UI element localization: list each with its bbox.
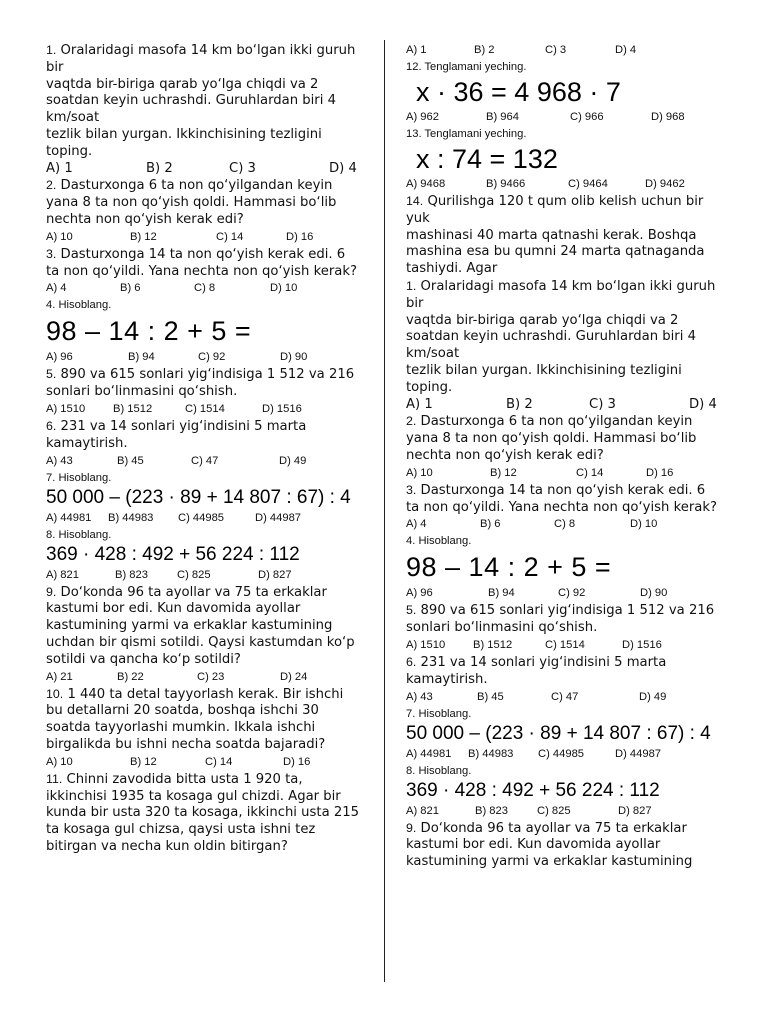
question-10-text: 1 440 ta detal tayyorlash kerak. Bir ishchi bu detallarni 20 soatda, boshqa ishchi 30 soatda tayyorlashi mumkin. Ikkala ishchi birgalikda bu ishni necha soatda bajaradi? [46, 686, 344, 752]
option-c: C) 14 [216, 230, 244, 243]
option-c: C) 3 [589, 396, 616, 412]
option-b: B) 45 [117, 454, 144, 467]
question-10: 10. 1 440 ta detal tayyorlash kerak. Bir ishchi bu detallarni 20 soatda, boshqa ishchi 30 soatda tayyorlashi mumkin. Ikkala ishchi birgalikda bu ishni necha soatda bajaradi? [46, 686, 344, 752]
left-column [46, 42, 364, 856]
question-12-equation: x · 36 = 4 968 · 7 [416, 77, 621, 107]
option-b: B) 1512 [473, 638, 513, 651]
question-14: 14. Qurilishga 120 t qum olib kelish uchun bir yuk mashinasi 40 marta qatnashi kerak. Boshqa mashina esa bu qumni 24 marta qatnaganda tashiydi. Agar [406, 194, 705, 277]
question-11-options [406, 42, 724, 59]
option-d: D) 4 [329, 160, 357, 176]
question-3-text: Dasturxonga 14 ta non qo‘yish kerak edi. 6 ta non qo‘yildi. Yana nechta non qo‘yish kerak? [46, 246, 357, 279]
option-a: A) 44981 [46, 511, 92, 524]
question-4-repeat-options [406, 585, 724, 602]
option-b: B) 94 [488, 587, 515, 600]
option-b: B) 2 [506, 396, 533, 412]
option-a: A) 821 [406, 804, 439, 817]
question-8-repeat-options [406, 803, 724, 820]
question-4-options [46, 349, 364, 366]
option-a: A) 21 [46, 670, 73, 683]
question-5-text: 890 va 615 sonlari yig‘indisiga 1 512 va 216 sonlari bo‘linmasini qo‘shish. [46, 367, 355, 400]
option-d: D) 49 [639, 690, 667, 703]
option-a: A) 4 [406, 518, 427, 531]
question-10-options [46, 754, 364, 771]
option-c: C) 8 [194, 282, 216, 295]
question-7-repeat-options [406, 746, 724, 763]
option-d: D) 10 [270, 282, 298, 295]
option-a: A) 1 [46, 160, 73, 176]
option-b: B) 823 [475, 804, 508, 817]
question-6-repeat-options [406, 689, 724, 706]
option-b: B) 9466 [486, 178, 526, 190]
option-c: C) 8 [554, 518, 576, 531]
question-2-text: Dasturxonga 6 ta non qo‘yilgandan keyin yana 8 ta non qo‘yish qoldi. Hammasi bo‘lib nechta non qo‘yish kerak edi? [46, 178, 337, 227]
option-c: C) 92 [558, 587, 586, 600]
option-b: B) 823 [115, 568, 148, 581]
question-13-equation: x : 74 = 132 [416, 144, 558, 174]
option-d: D) 44987 [255, 511, 302, 524]
option-b: B) 44983 [468, 747, 514, 760]
option-a: A) 821 [46, 568, 79, 581]
question-7-formula: 50 000 – (223 · 89 + 14 807 : 67) : 4 [46, 486, 351, 508]
question-7-repeat-formula: 50 000 – (223 · 89 + 14 807 : 67) : 4 [406, 722, 711, 744]
option-a: A) 43 [46, 454, 73, 467]
option-b: B) 6 [480, 518, 501, 531]
option-c: C) 14 [205, 755, 233, 768]
option-b: B) 45 [477, 690, 504, 703]
option-c: C) 92 [198, 351, 226, 364]
option-a: A) 4 [46, 282, 67, 295]
question-14-text: Qurilishga 120 t qum olib kelish uchun bir yuk mashinasi 40 marta qatnashi kerak. Boshqa mashina esa bu qumni 24 marta qatnaganda tashiydi. Agar [406, 194, 705, 277]
question-4-formula: 98 – 14 : 2 + 5 = [46, 316, 252, 347]
option-a: A) 1 [406, 396, 433, 412]
question-9: 9. Do‘konda 96 ta ayollar va 75 ta erkaklar kastumi bor edi. Kun davomida ayollar kastumining yarmi va erkaklar kastumining uchdan bir qismi sotildi. Qaysi kastumdan ko‘p sotildi va qancha ko‘p sotildi? [46, 584, 355, 667]
option-d: D) 1516 [262, 402, 302, 415]
question-6-repeat: 6. 231 va 14 sonlari yig‘indisini 5 marta kamaytirish. [406, 654, 667, 687]
question-4-repeat-formula: 98 – 14 : 2 + 5 = [406, 552, 612, 583]
question-1-repeat: 1. Oralaridagi masofa 14 km bo‘lgan ikki guruh bir vaqtda bir-biriga qarab yo‘lga chiqdi va 2 soatdan keyin uchrashdi. Guruhlardan biri 4 km/soat tezlik bilan yurgan. Ikkinchisining tezligini toping. [406, 278, 716, 395]
question-5-repeat-options [406, 637, 724, 654]
right-column [406, 42, 724, 871]
question-3-repeat: 3. Dasturxonga 14 ta non qo‘yish kerak edi. 6 ta non qo‘yildi. Yana nechta non qo‘yish kerak? [406, 482, 717, 515]
option-d: D) 44987 [615, 747, 662, 760]
option-d: D) 16 [646, 466, 674, 479]
question-9-options [46, 669, 364, 686]
option-a: A) 44981 [406, 747, 452, 760]
question-1-text: Oralaridagi masofa 14 km bo‘lgan ikki guruh bir vaqtda bir-biriga qarab yo‘lga chiqdi va 2 soatdan keyin uchrashdi. Guruhlardan biri 4 km/soat tezlik bilan yurgan. Ikkinchisining tezligini toping. [46, 43, 356, 159]
option-d: D) 49 [279, 454, 307, 467]
question-4-repeat-label: 4. Hisoblang. [406, 535, 472, 548]
option-c: C) 9464 [568, 178, 608, 190]
question-11-text: Chinni zavodida bitta usta 1 920 ta, ikkinchisi 1935 ta kosaga gul chizdi. Agar bir kunda bir usta 320 ta kosaga, ikkinchi usta 215 ta kosaga gul chizsa, qaysi usta ishni tez bitirgan va necha kun oldin bitirgan? [46, 771, 360, 854]
option-b: B) 44983 [108, 511, 154, 524]
question-1-options [46, 161, 364, 178]
option-d: D) 827 [258, 568, 292, 581]
question-6: 6. 231 va 14 sonlari yig‘indisini 5 marta kamaytirish. [46, 418, 307, 451]
question-5-repeat: 5. 890 va 615 sonlari yig‘indisiga 1 512 va 216 sonlari bo‘linmasini qo‘shish. [406, 603, 715, 636]
option-d: D) 90 [640, 587, 668, 600]
option-b: B) 1512 [113, 402, 153, 415]
option-a: A) 10 [46, 755, 73, 768]
option-c: C) 966 [570, 111, 604, 123]
option-a: A) 10 [406, 466, 433, 479]
option-b: B) 12 [490, 466, 517, 479]
option-a: A) 43 [406, 690, 433, 703]
question-12-options [406, 109, 724, 126]
option-d: D) 1516 [622, 638, 662, 651]
question-13-options [406, 176, 724, 193]
option-c: C) 825 [177, 568, 211, 581]
question-7-label: 7. Hisoblang. [46, 471, 112, 484]
question-1-repeat-text: Oralaridagi masofa 14 km bo‘lgan ikki guruh bir vaqtda bir-biriga qarab yo‘lga chiqdi va 2 soatdan keyin uchrashdi. Guruhlardan biri 4 km/soat tezlik bilan yurgan. Ikkinchisining tezligini toping. [406, 278, 716, 395]
option-b: B) 2 [474, 44, 495, 56]
question-5-repeat-text: 890 va 615 sonlari yig‘indisiga 1 512 va 216 sonlari bo‘linmasini qo‘shish. [406, 603, 715, 636]
option-b: B) 22 [117, 670, 144, 683]
question-8-repeat-formula: 369 · 428 : 492 + 56 224 : 112 [406, 779, 660, 801]
option-a: A) 96 [406, 587, 433, 600]
question-9-text: Do‘konda 96 ta ayollar va 75 ta erkaklar kastumi bor edi. Kun davomida ayollar kastumining yarmi va erkaklar kastumining uchdan bir qismi sotildi. Qaysi kastumdan ko‘p sotildi va qancha ko‘p sotildi? [46, 584, 355, 667]
option-d: D) 10 [630, 518, 658, 531]
option-d: D) 24 [280, 670, 308, 683]
question-5: 5. 890 va 615 sonlari yig‘indisiga 1 512 va 216 sonlari bo‘linmasini qo‘shish. [46, 367, 355, 400]
option-a: A) 1 [406, 44, 427, 56]
option-c: C) 23 [197, 670, 225, 683]
question-3: 3. Dasturxonga 14 ta non qo‘yish kerak edi. 6 ta non qo‘yildi. Yana nechta non qo‘yish kerak? [46, 246, 357, 279]
question-6-options [46, 453, 364, 470]
question-3-repeat-text: Dasturxonga 14 ta non qo‘yish kerak edi. 6 ta non qo‘yildi. Yana nechta non qo‘yish kerak? [406, 482, 717, 515]
option-d: D) 16 [286, 230, 314, 243]
option-a: A) 96 [46, 351, 73, 364]
question-12-label: 12. Tenglamani yeching. [406, 61, 527, 73]
question-7-repeat-label: 7. Hisoblang. [406, 707, 472, 720]
option-b: B) 6 [120, 282, 141, 295]
option-c: C) 1514 [545, 638, 585, 651]
option-d: D) 90 [280, 351, 308, 364]
question-6-repeat-text: 231 va 14 sonlari yig‘indisini 5 marta kamaytirish. [406, 654, 667, 687]
question-8-repeat-label: 8. Hisoblang. [406, 764, 472, 777]
option-c: C) 44985 [538, 747, 585, 760]
option-a: A) 962 [406, 111, 439, 123]
option-c: C) 1514 [185, 402, 225, 415]
question-8-formula: 369 · 428 : 492 + 56 224 : 112 [46, 543, 300, 565]
option-d: D) 968 [651, 111, 685, 123]
option-b: B) 12 [130, 755, 157, 768]
option-c: C) 47 [191, 454, 219, 467]
option-b: B) 964 [486, 111, 519, 123]
question-2-repeat-options [406, 465, 724, 482]
question-3-repeat-options [406, 516, 724, 533]
question-6-text: 231 va 14 sonlari yig‘indisini 5 marta kamaytirish. [46, 418, 307, 451]
question-2-options [46, 229, 364, 246]
question-2-repeat: 2. Dasturxonga 6 ta non qo‘yilgandan keyin yana 8 ta non qo‘yish qoldi. Hammasi bo‘lib nechta non qo‘yish kerak edi? [406, 414, 697, 463]
question-4-label: 4. Hisoblang. [46, 299, 112, 312]
question-8-label: 8. Hisoblang. [46, 528, 112, 541]
question-7-options [46, 510, 364, 527]
question-11: 11. Chinni zavodida bitta usta 1 920 ta, ikkinchisi 1935 ta kosaga gul chizdi. Agar bir kunda bir usta 320 ta kosaga, ikkinchi usta 215 ta kosaga gul chizsa, qaysi usta ishni tez bitirgan va necha kun oldin bitirgan? [46, 771, 360, 854]
option-c: C) 3 [545, 44, 567, 56]
option-d: D) 4 [615, 44, 637, 56]
option-c: C) 47 [551, 690, 579, 703]
option-c: C) 14 [576, 466, 604, 479]
option-a: A) 1510 [46, 402, 86, 415]
question-2-repeat-text: Dasturxonga 6 ta non qo‘yilgandan keyin yana 8 ta non qo‘yish qoldi. Hammasi bo‘lib nechta non qo‘yish kerak edi? [406, 414, 697, 463]
option-d: D) 827 [618, 804, 652, 817]
option-a: A) 9468 [406, 178, 446, 190]
question-9-repeat-text: Do‘konda 96 ta ayollar va 75 ta erkaklar kastumi bor edi. Kun davomida ayollar kastumining yarmi va erkaklar kastumining [406, 820, 693, 870]
question-8-options [46, 567, 364, 584]
question-9-repeat: 9. Do‘konda 96 ta ayollar va 75 ta erkaklar kastumi bor edi. Kun davomida ayollar kastumining yarmi va erkaklar kastumining [406, 820, 693, 870]
column-divider [384, 40, 385, 982]
option-c: C) 3 [229, 160, 256, 176]
question-2: 2. Dasturxonga 6 ta non qo‘yilgandan keyin yana 8 ta non qo‘yish qoldi. Hammasi bo‘lib nechta non qo‘yish kerak edi? [46, 178, 337, 227]
question-5-options [46, 401, 364, 418]
question-13-label: 13. Tenglamani yeching. [406, 128, 527, 140]
option-c: C) 44985 [178, 511, 225, 524]
option-a: A) 1510 [406, 638, 446, 651]
option-a: A) 10 [46, 230, 73, 243]
option-d: D) 16 [283, 755, 311, 768]
option-b: B) 94 [128, 351, 155, 364]
question-3-options [46, 280, 364, 297]
option-c: C) 825 [537, 804, 571, 817]
option-b: B) 2 [146, 160, 173, 176]
question-1-repeat-options [406, 397, 724, 414]
question-1: 1. Oralaridagi masofa 14 km bo‘lgan ikki guruh bir vaqtda bir-biriga qarab yo‘lga chiqdi va 2 soatdan keyin uchrashdi. Guruhlardan biri 4 km/soat tezlik bilan yurgan. Ikkinchisining tezligini toping. [46, 43, 356, 159]
option-d: D) 4 [689, 396, 717, 412]
option-b: B) 12 [130, 230, 157, 243]
option-d: D) 9462 [645, 178, 685, 190]
